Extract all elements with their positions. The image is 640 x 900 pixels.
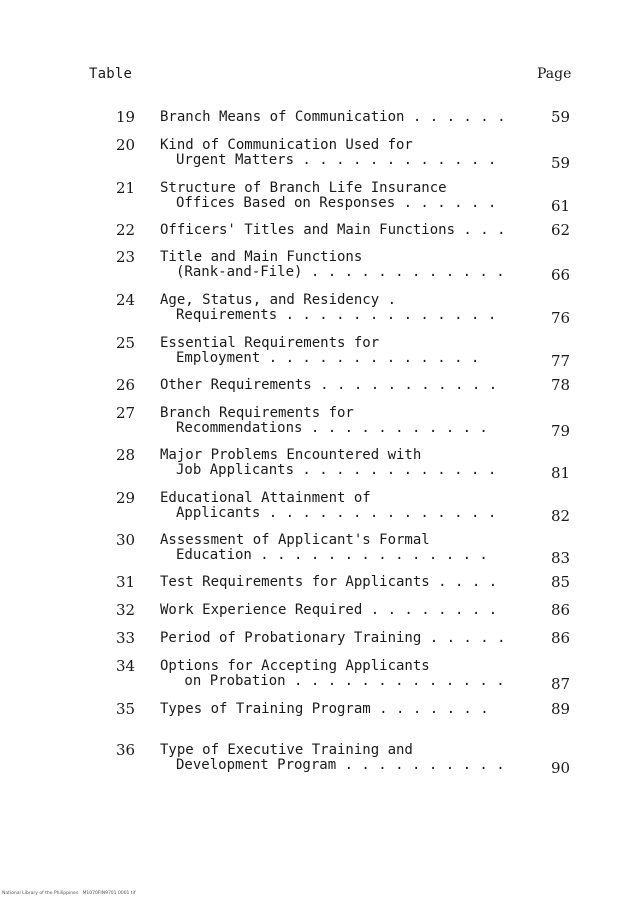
table-title — [160, 138, 496, 168]
scan-footer: National Library of the Philippines M1070FIN9701 0001 tif — [2, 891, 136, 896]
table-title-line: Branch Means of Communication . . . . . . — [160, 109, 506, 125]
table-title — [160, 533, 488, 563]
table-title — [160, 250, 505, 280]
table-title — [160, 223, 506, 238]
table-title — [160, 659, 505, 689]
table-title-line: Assessment of Applicant's Formal — [160, 532, 430, 548]
table-number: 34 — [116, 657, 136, 675]
page-number: 78 — [551, 376, 571, 394]
page-number: 77 — [551, 352, 571, 370]
table-title-line: Structure of Branch Life Insurance — [160, 180, 447, 196]
table-title-line: Title and Main Functions — [160, 249, 363, 265]
page-number: 79 — [551, 422, 571, 440]
table-title-line: Work Experience Required . . . . . . . . — [160, 602, 498, 618]
table-number: 19 — [116, 108, 136, 126]
table-title — [160, 603, 497, 618]
page-number: 76 — [551, 309, 571, 327]
table-title-line: Other Requirements . . . . . . . . . . . — [160, 377, 498, 393]
table-number: 26 — [116, 376, 136, 394]
table-title — [160, 293, 496, 323]
table-number: 22 — [116, 221, 136, 239]
table-number: 36 — [116, 741, 136, 759]
table-title — [160, 743, 505, 773]
page-number: 81 — [551, 464, 571, 482]
table-title — [160, 491, 496, 521]
table-title-line: Urgent Matters . . . . . . . . . . . . — [176, 152, 497, 168]
table-number: 29 — [116, 489, 136, 507]
table-number: 35 — [116, 700, 136, 718]
table-number: 25 — [116, 334, 136, 352]
table-title-line: Essential Requirements for — [160, 335, 380, 351]
page-number: 82 — [551, 507, 571, 525]
page-number: 83 — [551, 549, 571, 567]
table-number: 27 — [116, 404, 136, 422]
table-title-line: Kind of Communication Used for — [160, 137, 413, 153]
page-number: 87 — [551, 675, 571, 693]
table-title-line: Officers' Titles and Main Functions . . . — [160, 222, 506, 238]
table-title-line: on Probation . . . . . . . . . . . . . — [176, 673, 505, 689]
table-number: 21 — [116, 179, 136, 197]
table-title — [160, 378, 497, 393]
page-number: 85 — [551, 573, 571, 591]
page-number: 62 — [551, 221, 571, 239]
table-title-line: Job Applicants . . . . . . . . . . . . — [176, 462, 497, 478]
table-title-line: Type of Executive Training and — [160, 742, 413, 758]
table-title-line: Requirements . . . . . . . . . . . . . — [176, 307, 497, 323]
table-number: 23 — [116, 248, 136, 266]
table-title-line: Offices Based on Responses . . . . . . — [176, 195, 497, 211]
table-number: 24 — [116, 291, 136, 309]
table-title-line: Test Requirements for Applicants . . . . — [160, 574, 498, 590]
page-column-header: Page — [537, 66, 572, 82]
table-title — [160, 631, 506, 646]
table-title-line: Educational Attainment of — [160, 490, 371, 506]
page-number: 66 — [551, 266, 571, 284]
table-title — [160, 575, 497, 590]
table-title-line: Recommendations . . . . . . . . . . . — [176, 420, 488, 436]
page-number: 89 — [551, 700, 571, 718]
table-number: 33 — [116, 629, 136, 647]
table-title — [160, 110, 506, 125]
table-title-line: (Rank-and-File) . . . . . . . . . . . . — [176, 264, 505, 280]
table-column-header: Table — [89, 66, 133, 82]
table-title-line: Age, Status, and Residency . — [160, 292, 397, 308]
table-title-line: Types of Training Program . . . . . . . — [160, 701, 489, 717]
table-title-line: Major Problems Encountered with — [160, 447, 422, 463]
table-title-line: Education . . . . . . . . . . . . . . — [176, 547, 488, 563]
table-title — [160, 336, 479, 366]
table-number: 32 — [116, 601, 136, 619]
table-title-line: Applicants . . . . . . . . . . . . . . — [176, 505, 497, 521]
table-number: 20 — [116, 136, 136, 154]
page-number: 86 — [551, 601, 571, 619]
table-title — [160, 406, 488, 436]
table-title — [160, 448, 496, 478]
page-number: 86 — [551, 629, 571, 647]
table-number: 31 — [116, 573, 136, 591]
table-number: 28 — [116, 446, 136, 464]
table-title-line: Branch Requirements for — [160, 405, 354, 421]
page-number: 90 — [551, 759, 571, 777]
table-title — [160, 181, 496, 211]
table-title-line: Employment . . . . . . . . . . . . . — [176, 350, 480, 366]
table-title — [160, 702, 489, 717]
page-number: 59 — [551, 108, 571, 126]
table-title-line: Development Program . . . . . . . . . . — [176, 757, 505, 773]
table-number: 30 — [116, 531, 136, 549]
page-number: 59 — [551, 154, 571, 172]
table-title-line: Period of Probationary Training . . . . . — [160, 630, 506, 646]
page-number: 61 — [551, 197, 571, 215]
table-title-line: Options for Accepting Applicants — [160, 658, 430, 674]
